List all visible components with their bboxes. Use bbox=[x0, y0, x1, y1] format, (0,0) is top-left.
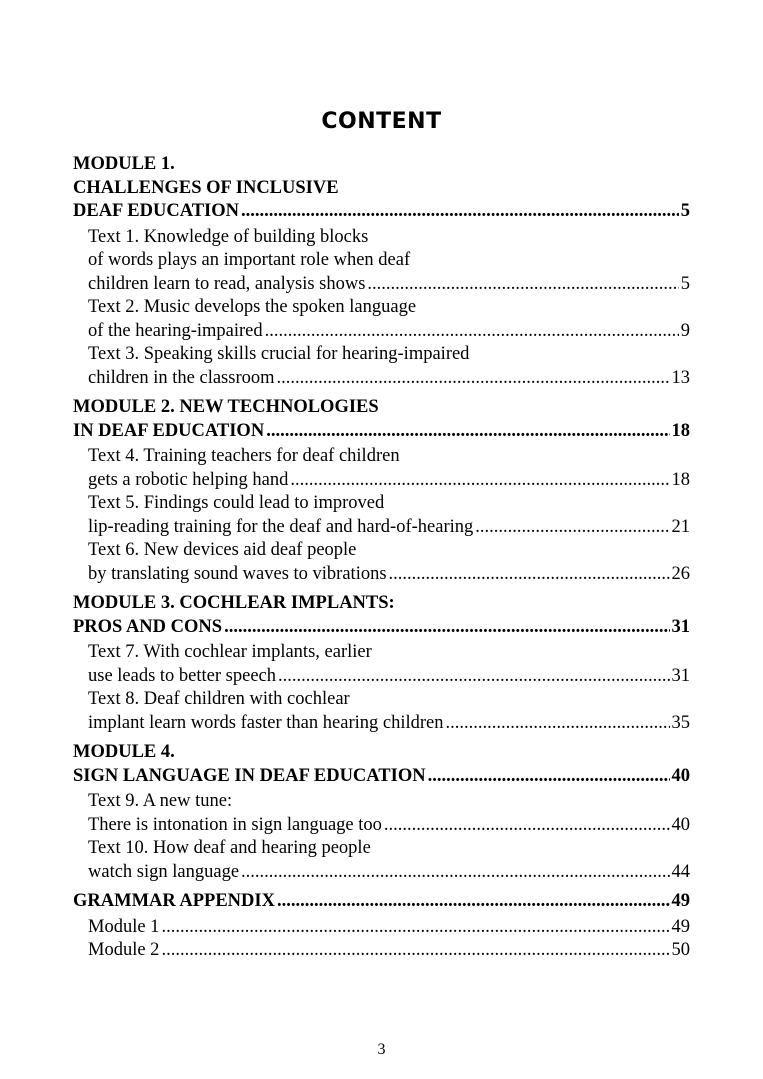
page-ref: 5 bbox=[680, 273, 690, 294]
page-ref: 50 bbox=[671, 940, 690, 960]
toc-text-entry[interactable] bbox=[73, 837, 690, 884]
module-heading-line: MODULE 2. NEW TECHNOLOGIES bbox=[73, 397, 379, 417]
module-heading-line: GRAMMAR APPENDIX bbox=[73, 891, 275, 911]
text-entry-line: Text 2. Music develops the spoken language bbox=[88, 297, 417, 317]
dot-leader bbox=[277, 367, 670, 391]
module-heading-line: MODULE 1. bbox=[73, 154, 175, 174]
module-heading-entry bbox=[73, 890, 690, 914]
toc-text-entry[interactable] bbox=[73, 445, 690, 492]
toc-module-3[interactable] bbox=[73, 592, 690, 639]
dot-leader bbox=[367, 273, 678, 297]
dot-leader bbox=[389, 563, 670, 587]
page-ref: 26 bbox=[671, 563, 690, 584]
text-entry-line: Module 1 bbox=[88, 916, 160, 937]
text-entry-last bbox=[88, 516, 690, 540]
text-entry-line: Text 5. Findings could lead to improved bbox=[88, 493, 385, 513]
text-entry-line: children learn to read, analysis shows bbox=[88, 273, 366, 294]
text-entry-line: There is intonation in sign language too bbox=[88, 814, 382, 835]
dot-leader bbox=[265, 320, 679, 344]
toc-text-entry[interactable] bbox=[73, 790, 690, 837]
text-entry-line: Module 2 bbox=[88, 940, 160, 960]
text-entry-last bbox=[88, 469, 690, 493]
toc-text-entry[interactable] bbox=[73, 916, 690, 940]
text-entry-line: Text 9. A new tune: bbox=[88, 791, 233, 811]
dot-leader bbox=[428, 765, 670, 789]
text-entry-last bbox=[88, 916, 690, 940]
module-heading-line: DEAF EDUCATION bbox=[73, 201, 239, 221]
toc-text-entry[interactable] bbox=[73, 688, 690, 735]
module-heading-line: IN DEAF EDUCATION bbox=[73, 420, 265, 441]
module-heading-line: PROS AND CONS bbox=[73, 616, 223, 637]
text-entry-line: by translating sound waves to vibrations bbox=[88, 563, 387, 584]
page-ref: 31 bbox=[671, 665, 690, 686]
page-title: CONTENT bbox=[321, 109, 442, 134]
dot-leader bbox=[266, 420, 669, 444]
page-ref: 49 bbox=[671, 891, 690, 911]
dot-leader bbox=[161, 939, 669, 963]
page-ref: 40 bbox=[671, 814, 690, 835]
page-ref: 9 bbox=[680, 320, 690, 341]
module-heading-line: CHALLENGES OF INCLUSIVE bbox=[73, 177, 339, 198]
text-entry-line: of the hearing-impaired bbox=[88, 320, 263, 341]
text-entry-last bbox=[88, 367, 690, 391]
dot-leader bbox=[475, 516, 669, 540]
module-heading-entry bbox=[73, 420, 690, 444]
toc-text-entry[interactable] bbox=[73, 641, 690, 688]
text-entry-last bbox=[88, 320, 690, 344]
page-ref: 31 bbox=[671, 616, 690, 637]
text-entry-line: children in the classroom bbox=[88, 367, 275, 388]
module-heading-entry bbox=[73, 200, 690, 224]
text-entry-line: Text 1. Knowledge of building blocks bbox=[88, 226, 369, 247]
page-ref: 5 bbox=[680, 201, 690, 221]
page-ref: 49 bbox=[671, 916, 690, 937]
toc-text-entry[interactable] bbox=[73, 539, 690, 586]
text-entry-line: gets a robotic helping hand bbox=[88, 469, 289, 490]
text-entry-last bbox=[88, 939, 690, 963]
text-entry-line: implant learn words faster than hearing children bbox=[88, 712, 444, 733]
text-entry-line: Text 8. Deaf children with cochlear bbox=[88, 689, 350, 709]
toc-text-entry[interactable] bbox=[73, 492, 690, 539]
dot-leader bbox=[161, 916, 669, 940]
toc-module-4[interactable] bbox=[73, 741, 690, 788]
dot-leader bbox=[278, 665, 669, 689]
text-entry-last bbox=[88, 814, 690, 838]
page-ref: 13 bbox=[671, 367, 690, 388]
dot-leader bbox=[224, 616, 669, 640]
text-entry-last bbox=[88, 712, 690, 736]
dot-leader bbox=[384, 814, 670, 838]
text-entry-last bbox=[88, 665, 690, 689]
page-ref: 44 bbox=[671, 861, 690, 882]
text-entry-line: Text 10. How deaf and hearing people bbox=[88, 838, 371, 858]
dot-leader bbox=[241, 200, 679, 224]
module-heading-line: SIGN LANGUAGE IN DEAF EDUCATION bbox=[73, 765, 426, 786]
text-entry-line: watch sign language bbox=[88, 861, 240, 882]
text-entry-line: Text 3. Speaking skills crucial for hearing-impaired bbox=[88, 344, 470, 364]
toc-text-entry[interactable] bbox=[73, 939, 690, 963]
text-entry-line: Text 6. New devices aid deaf people bbox=[88, 540, 357, 560]
toc-text-entry[interactable] bbox=[73, 296, 690, 343]
toc-module-1[interactable] bbox=[73, 153, 690, 224]
text-entry-line: use leads to better speech bbox=[88, 665, 277, 686]
text-entry-line: Text 4. Training teachers for deaf children bbox=[88, 446, 400, 466]
text-entry-line: of words plays an important role when deaf bbox=[88, 250, 411, 270]
text-entry-line: lip-reading training for the deaf and hard-of-hearing bbox=[88, 516, 474, 537]
dot-leader bbox=[445, 712, 669, 736]
page-ref: 21 bbox=[671, 516, 690, 537]
toc-module-2[interactable] bbox=[73, 396, 690, 443]
page-number: 3 bbox=[377, 1041, 386, 1058]
text-entry-last bbox=[88, 273, 690, 297]
page-ref: 18 bbox=[671, 469, 690, 490]
dot-leader bbox=[290, 469, 669, 493]
table-of-contents bbox=[73, 153, 690, 963]
toc-text-entry[interactable] bbox=[73, 343, 690, 390]
text-entry-line: Text 7. With cochlear implants, earlier bbox=[88, 642, 372, 662]
toc-text-entry[interactable] bbox=[73, 226, 690, 297]
module-heading-line: MODULE 3. COCHLEAR IMPLANTS: bbox=[73, 593, 395, 613]
text-entry-last bbox=[88, 861, 690, 885]
page-ref: 35 bbox=[671, 712, 690, 733]
module-heading-entry bbox=[73, 765, 690, 789]
toc-grammar-appendix[interactable] bbox=[73, 890, 690, 914]
module-heading-line: MODULE 4. bbox=[73, 742, 175, 762]
page-ref: 18 bbox=[671, 420, 690, 441]
page-ref: 40 bbox=[671, 765, 690, 786]
text-entry-last bbox=[88, 563, 690, 587]
module-heading-entry bbox=[73, 616, 690, 640]
dot-leader bbox=[241, 861, 669, 885]
dot-leader bbox=[277, 890, 670, 914]
